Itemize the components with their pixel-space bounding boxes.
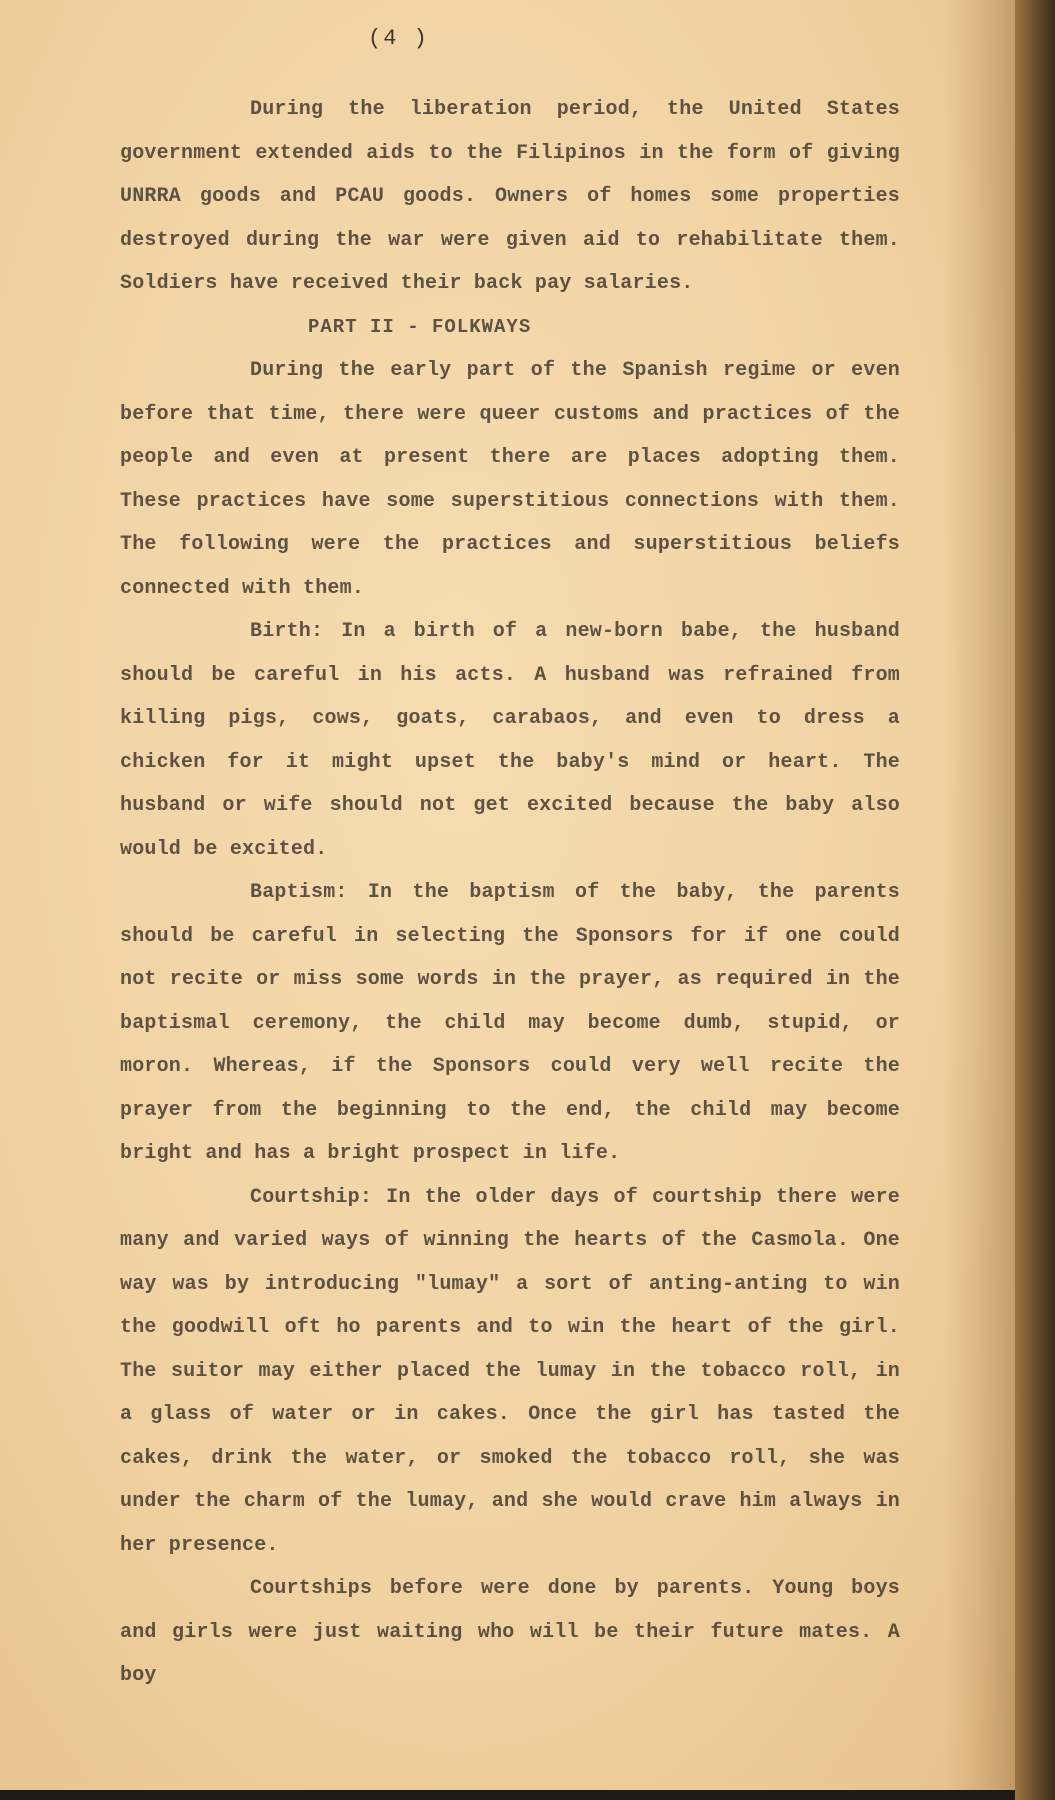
- paragraph-baptism: Baptism: In the baptism of the baby, the parents should be careful in selecting the Sponsors for if one could not recite or miss some words in the prayer, as required in the baptismal ceremony, the child may become dumb, stupid, or moron. Whereas, if the Sponsors could very well recite the prayer from the beginning to the end, the child may become bright and has a bright prospect in life.: [120, 881, 900, 1165]
- document-body: [120, 88, 900, 1698]
- book-spine-shadow: [1015, 0, 1055, 1800]
- page-number: (4 ): [368, 26, 429, 51]
- page-edge-shading: [945, 0, 1015, 1790]
- paragraph-customs: During the early part of the Spanish regime or even before that time, there were queer customs and practices of the people and even at present there are places adopting them. These practices have some superstitious connections with them. The following were the practices and superstitious beliefs connected with them.: [120, 359, 900, 600]
- paragraph-courtship: Courtship: In the older days of courtship there were many and varied ways of winning the hearts of the Casmola. One way was by introducing "lumay" a sort of anting-anting to win the goodwill oft ho parents and to win the heart of the girl. The suitor may either placed the lumay in the tobacco roll, in a glass of water or in cakes. Once the girl has tasted the cakes, drink the water, or smoked the tobacco roll, she was under the charm of the lumay, and she would crave him always in her presence.: [120, 1185, 900, 1557]
- paragraph-birth: Birth: In a birth of a new-born babe, the husband should be careful in his acts. A husband was refrained from killing pigs, cows, goats, carabaos, and even to dress a chicken for it might upset the baby's mind or heart. The husband or wife should not get excited because the baby also would be excited.: [120, 620, 900, 861]
- section-heading: PART II - FOLKWAYS: [308, 315, 532, 338]
- paragraph-liberation: During the liberation period, the United States government extended aids to the Filipinos in the form of giving UNRRA goods and PCAU goods. Owners of homes some properties destroyed during the war were given aid to rehabilitate them. Soldiers have received their back pay salaries.: [120, 98, 900, 295]
- paragraph-parents: Courtships before were done by parents. Young boys and girls were just waiting who will be their future mates. A boy: [120, 1577, 900, 1687]
